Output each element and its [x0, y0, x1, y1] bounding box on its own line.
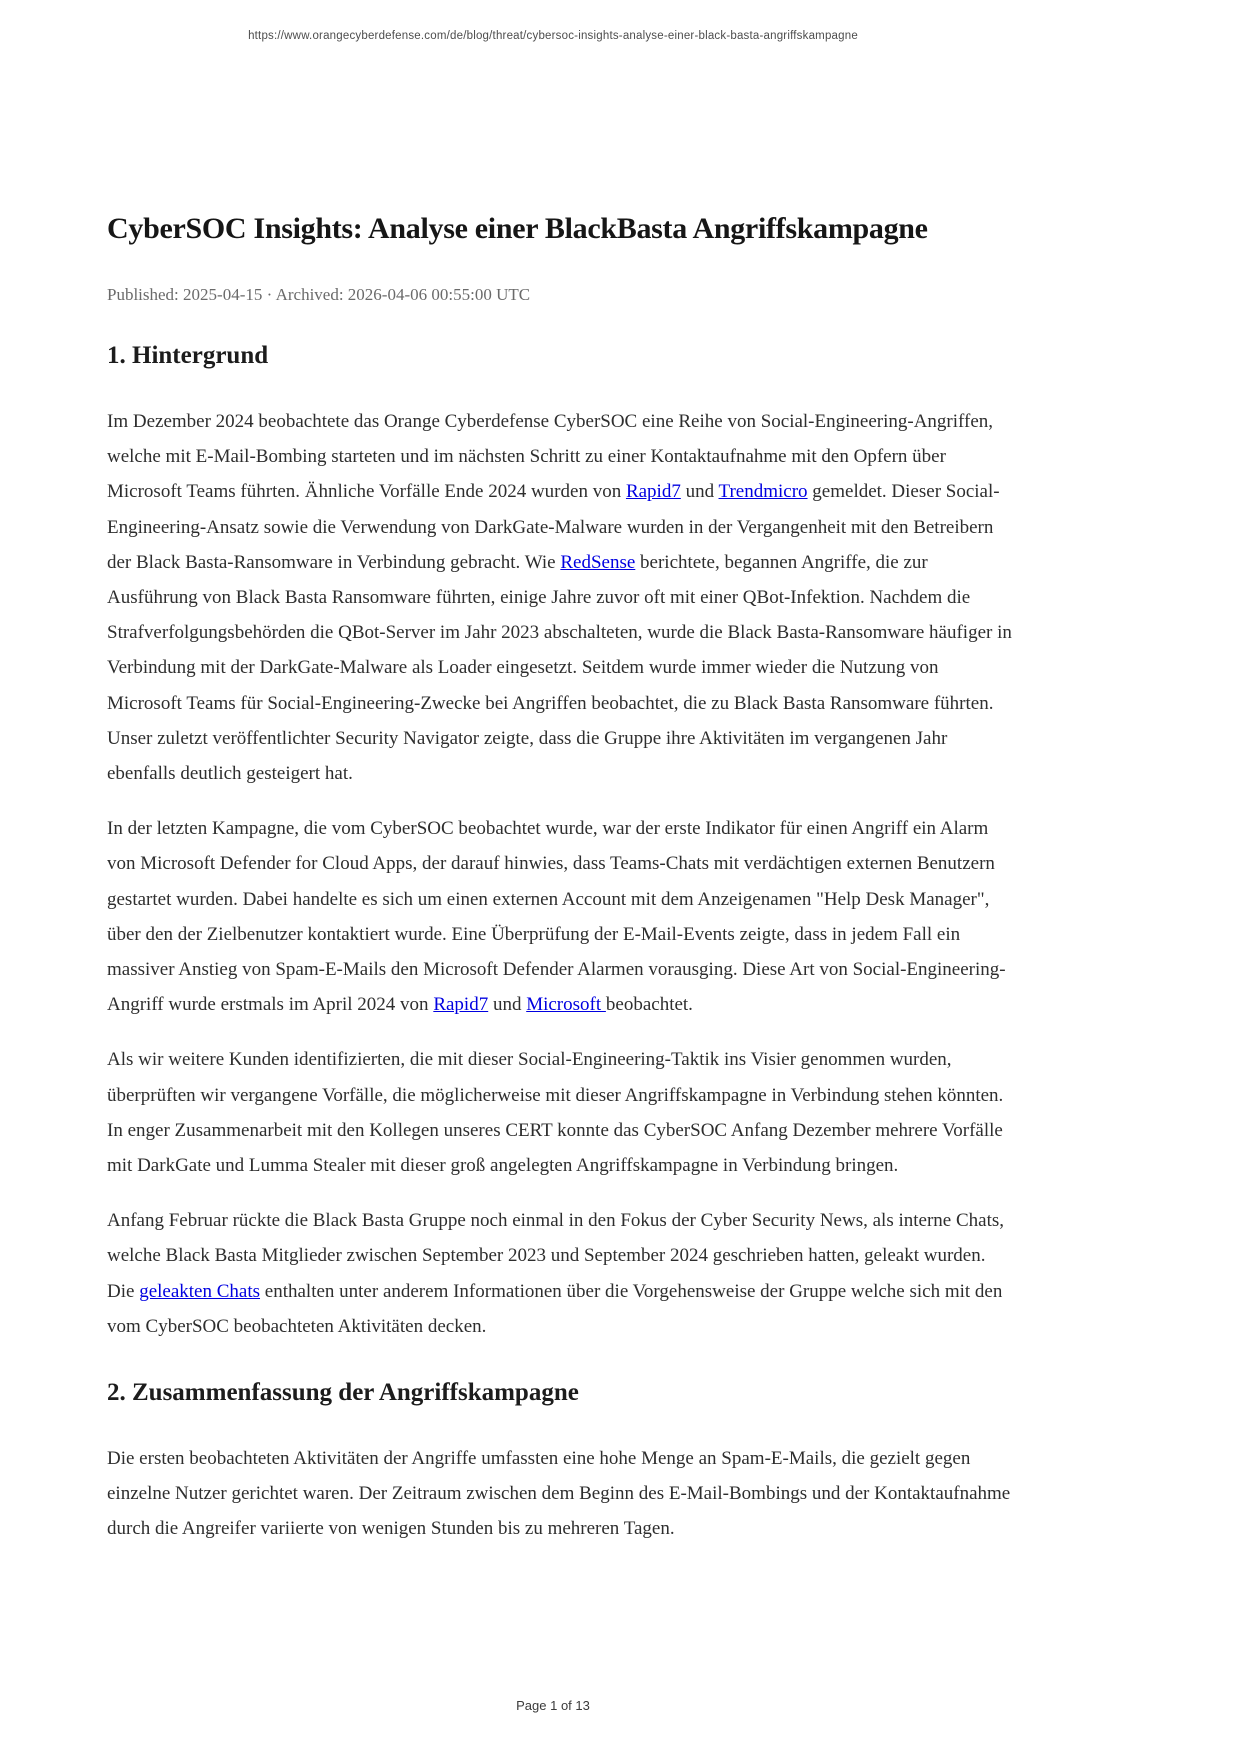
paragraph: Die ersten beobachteten Aktivitäten der Angriffe umfassten eine hohe Menge an Spam-E-Mails, die gezielt gegen einzelne Nutzer gerichtet waren. Der Zeitraum zwischen dem Beginn des E-Mail-Bombings und der Kontaktaufnahme durch die Angreifer variierte von wenigen Stunden bis zu mehreren Tagen.	[107, 1448, 1011, 1540]
paragraph: In der letzten Kampagne, die vom CyberSOC beobachtet wurde, war der erste Indikator für einen Angriff ein Alarm von Microsoft Defender for Cloud Apps, der darauf hinwies, dass Teams-Chats mit verdächtigen externen Benutzern gestartet wurden. Dabei handelte es sich um einen externen Account mit dem Anzeigenamen "Help Desk Manager", über den der Zielbenutzer kontaktiert wurde. Eine Überprüfung der E-Mail-Events zeigte, dass in jedem Fall ein massiver Anstieg von Spam-E-Mails den Microsoft Defender Alarmen vorausging. Diese Art von Social-Engineering-Angriff wurde erstmals im April 2024 von Rapid7 und Microsoft beobachtet.	[107, 818, 1006, 1016]
section-heading: 1. Hintergrund	[107, 342, 269, 369]
link-microsoft[interactable]: Microsoft	[526, 994, 606, 1016]
link-rapid7[interactable]: Rapid7	[625, 481, 681, 503]
link-geleakten-chats[interactable]: geleakten Chats	[139, 1280, 261, 1302]
page-number: Page 1 of 13	[516, 1698, 590, 1713]
link-rapid7[interactable]: Rapid7	[433, 994, 489, 1016]
paragraph: Als wir weitere Kunden identifizierten, die mit dieser Social-Engineering-Taktik ins Visier genommen wurden, überprüften wir vergangene Vorfälle, die möglicherweise mit dieser Angriffskampagne in Verbindung stehen könnten. In enger Zusammenarbeit mit den Kollegen unseres CERT konnte das CyberSOC Anfang Dezember mehrere Vorfälle mit DarkGate und Lumma Stealer mit dieser groß angelegten Angriffskampagne in Verbindung bringen.	[107, 1049, 1004, 1177]
article-sections	[107, 340, 1012, 1547]
paragraph: Im Dezember 2024 beobachtete das Orange Cyberdefense CyberSOC eine Reihe von Social-Engineering-Angriffen, welche mit E-Mail-Bombing starteten und im nächsten Schritt zu einer Kontaktaufnahme mit den Opfern über Microsoft Teams führten. Ähnliche Vorfälle Ende 2024 wurden von Rapid7 und Trendmicro gemeldet. Dieser Social-Engineering-Ansatz sowie die Verwendung von DarkGate-Malware wurden in der Vergangenheit mit den Betreibern der Black Basta-Ransomware in Verbindung gebracht. Wie RedSense berichtete, begannen Angriffe, die zur Ausführung von Black Basta Ransomware führten, einige Jahre zuvor oft mit einer QBot-Infektion. Nachdem die Strafverfolgungsbehörden die QBot-Server im Jahr 2023 abschalteten, wurde die Black Basta-Ransomware häufiger in Verbindung mit der DarkGate-Malware als Loader eingesetzt. Seitdem wurde immer wieder die Nutzung von Microsoft Teams für Social-Engineering-Zwecke bei Angriffen beobachtet, die zu Black Basta Ransomware führten. Unser zuletzt veröffentlichter Security Navigator zeigte, dass die Gruppe ihre Aktivitäten im vergangenen Jahr ebenfalls deutlich gesteigert hat.	[107, 411, 1012, 785]
article	[107, 0, 1012, 1547]
print-header-url: https://www.orangecyberdefense.com/de/blog/threat/cybersoc-insights-analyse-einer-black-basta-angriffskampagne	[248, 30, 858, 42]
page-title: CyberSOC Insights: Analyse einer BlackBasta Angriffskampagne	[107, 212, 928, 245]
paragraph: Anfang Februar rückte die Black Basta Gruppe noch einmal in den Fokus der Cyber Security News, als interne Chats, welche Black Basta Mitglieder zwischen September 2023 und September 2024 geschrieben hatten, geleakt wurden. Die geleakten Chats enthalten unter anderem Informationen über die Vorgehensweise der Gruppe welche sich mit den vom CyberSOC beobachteten Aktivitäten decken.	[107, 1210, 1004, 1337]
section-heading: 2. Zusammenfassung der Angriffskampagne	[107, 1379, 579, 1407]
published-archived-meta: Published: 2025-04-15 · Archived: 2026-04-06 00:55:00 UTC	[107, 285, 531, 304]
link-trendmicro[interactable]: Trendmicro	[718, 481, 808, 503]
link-redsense[interactable]: RedSense	[560, 551, 636, 573]
